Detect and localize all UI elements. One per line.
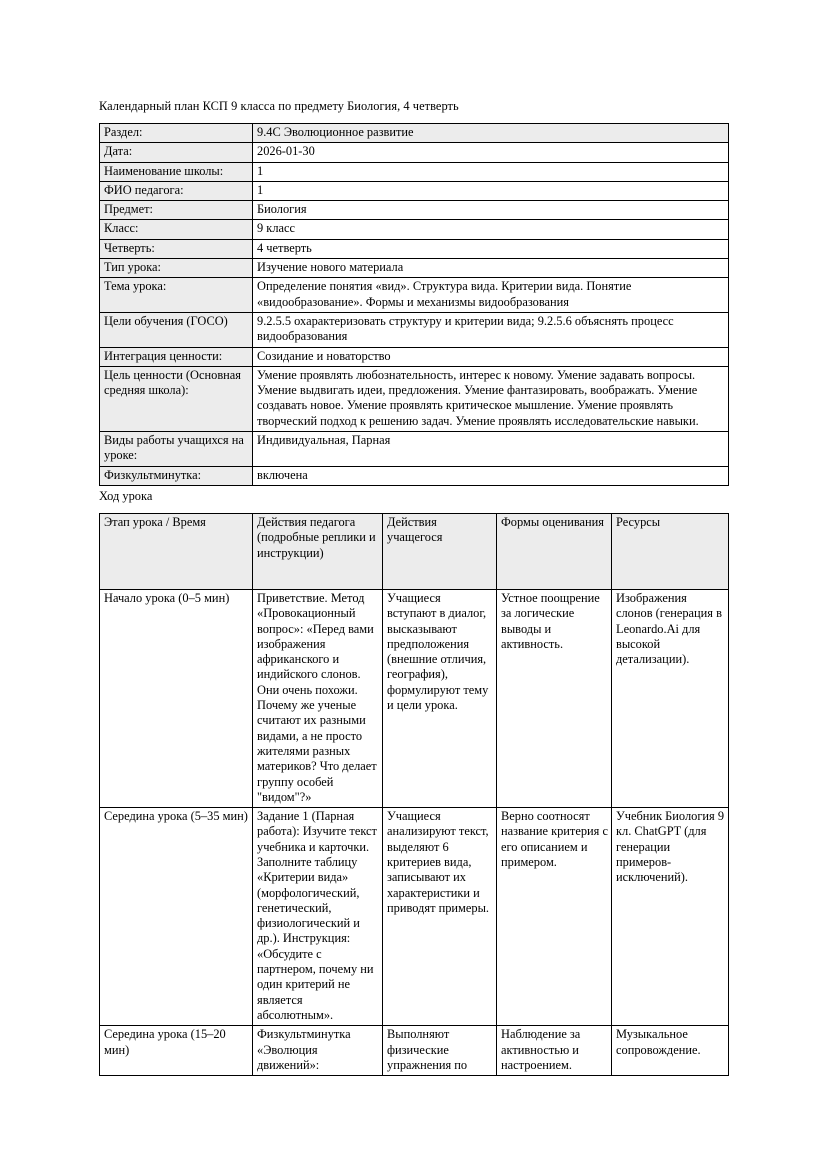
- table-row: [100, 1026, 729, 1076]
- info-label: Цели обучения (ГОСО): [100, 312, 253, 347]
- info-value: 1: [253, 181, 729, 200]
- info-label: Наименование школы:: [100, 162, 253, 181]
- info-value: 4 четверть: [253, 239, 729, 258]
- info-value: 9.2.5.5 охарактеризовать структуру и критерии вида; 9.2.5.6 объяснять процесс видообразования: [253, 312, 729, 347]
- cell-student-actions: Выполняют физические упражнения по: [383, 1026, 497, 1076]
- table-row: [100, 220, 729, 239]
- cell-stage: Середина урока (15–20 мин): [100, 1026, 253, 1076]
- info-label: Цель ценности (Основная средняя школа):: [100, 366, 253, 431]
- info-label: Физкультминутка:: [100, 466, 253, 485]
- info-label: Дата:: [100, 143, 253, 162]
- info-label: Виды работы учащихся на уроке:: [100, 432, 253, 467]
- lesson-info-table-body: [100, 124, 729, 486]
- lesson-flow-table-body: [100, 589, 729, 1075]
- cell-assessment: Верно соотносят название критерия с его описанием и примером.: [497, 808, 612, 1026]
- info-value: Биология: [253, 201, 729, 220]
- info-value: Умение проявлять любознательность, интерес к новому. Умение задавать вопросы. Умение выдвигать идеи, предложения. Умение фантазировать, воображать. Умение создавать новое. Умение проявлять критическое мышление. Умение проявлять творческий подход к решению задач. Умение проявлять исследовательские навыки.: [253, 366, 729, 431]
- table-row: [100, 347, 729, 366]
- info-value: включена: [253, 466, 729, 485]
- table-header-row: [100, 513, 729, 589]
- table-row: [100, 162, 729, 181]
- table-row: [100, 312, 729, 347]
- info-label: Класс:: [100, 220, 253, 239]
- info-label: Четверть:: [100, 239, 253, 258]
- cell-assessment: Наблюдение за активностью и настроением.: [497, 1026, 612, 1076]
- column-header-teacher-actions: Действия педагога (подробные реплики и инструкции): [253, 513, 383, 589]
- cell-teacher-actions: Приветствие. Метод «Провокационный вопрос»: «Перед вами изображения африканского и индийского слонов. Они очень похожи. Почему же ученые считают их разными видами, а не просто жителями разных материков? Что делает группу особей "видом"?»: [253, 589, 383, 807]
- table-row: [100, 259, 729, 278]
- info-value: 1: [253, 162, 729, 181]
- info-value: Определение понятия «вид». Структура вида. Критерии вида. Понятие «видообразование». Формы и механизмы видообразования: [253, 278, 729, 313]
- lesson-flow-table: [99, 513, 729, 1076]
- cell-resources: Учебник Биология 9 кл. ChatGPT (для генерации примеров-исключений).: [612, 808, 729, 1026]
- cell-stage: Середина урока (5–35 мин): [100, 808, 253, 1026]
- column-header-student-actions: Действия учащегося: [383, 513, 497, 589]
- table-row: [100, 432, 729, 467]
- table-row: [100, 466, 729, 485]
- info-label: Раздел:: [100, 124, 253, 143]
- cell-resources: Изображения слонов (генерация в Leonardo.Ai для высокой детализации).: [612, 589, 729, 807]
- info-label: Предмет:: [100, 201, 253, 220]
- column-header-resources: Ресурсы: [612, 513, 729, 589]
- table-row: [100, 143, 729, 162]
- table-row: [100, 239, 729, 258]
- lesson-flow-table-head: [100, 513, 729, 589]
- cell-resources: Музыкальное сопровождение.: [612, 1026, 729, 1076]
- table-row: [100, 124, 729, 143]
- document-content: [99, 99, 728, 1076]
- info-value: Изучение нового материала: [253, 259, 729, 278]
- info-value: 9 класс: [253, 220, 729, 239]
- cell-teacher-actions: Физкультминутка «Эволюция движений»:: [253, 1026, 383, 1076]
- info-label: Тип урока:: [100, 259, 253, 278]
- info-value: 9.4C Эволюционное развитие: [253, 124, 729, 143]
- table-row: [100, 808, 729, 1026]
- info-value: Созидание и новаторство: [253, 347, 729, 366]
- info-label: Тема урока:: [100, 278, 253, 313]
- section-heading-lesson-flow: Ход урока: [99, 488, 153, 503]
- cell-assessment: Устное поощрение за логические выводы и активность.: [497, 589, 612, 807]
- column-header-assessment: Формы оценивания: [497, 513, 612, 589]
- cell-student-actions: Учащиеся вступают в диалог, высказывают предположения (внешние отличия, география), формулируют тему и цели урока.: [383, 589, 497, 807]
- page-title: Календарный план КСП 9 класса по предмету Биология, 4 четверть: [99, 99, 459, 113]
- table-row: [100, 181, 729, 200]
- table-row: [100, 278, 729, 313]
- table-row: [100, 366, 729, 431]
- info-label: ФИО педагога:: [100, 181, 253, 200]
- cell-teacher-actions: Задание 1 (Парная работа): Изучите текст учебника и карточки. Заполните таблицу «Критерии вида» (морфологический, генетический, физиологический и др.). Инструкция: «Обсудите с партнером, почему ни один критерий не является абсолютным».: [253, 808, 383, 1026]
- lesson-info-table: [99, 123, 729, 486]
- table-row: [100, 201, 729, 220]
- table-row: [100, 589, 729, 807]
- info-value: 2026-01-30: [253, 143, 729, 162]
- column-header-stage: Этап урока / Время: [100, 513, 253, 589]
- info-value: Индивидуальная, Парная: [253, 432, 729, 467]
- cell-student-actions: Учащиеся анализируют текст, выделяют 6 критериев вида, записывают их характеристики и приводят примеры.: [383, 808, 497, 1026]
- info-label: Интеграция ценности:: [100, 347, 253, 366]
- cell-stage: Начало урока (0–5 мин): [100, 589, 253, 807]
